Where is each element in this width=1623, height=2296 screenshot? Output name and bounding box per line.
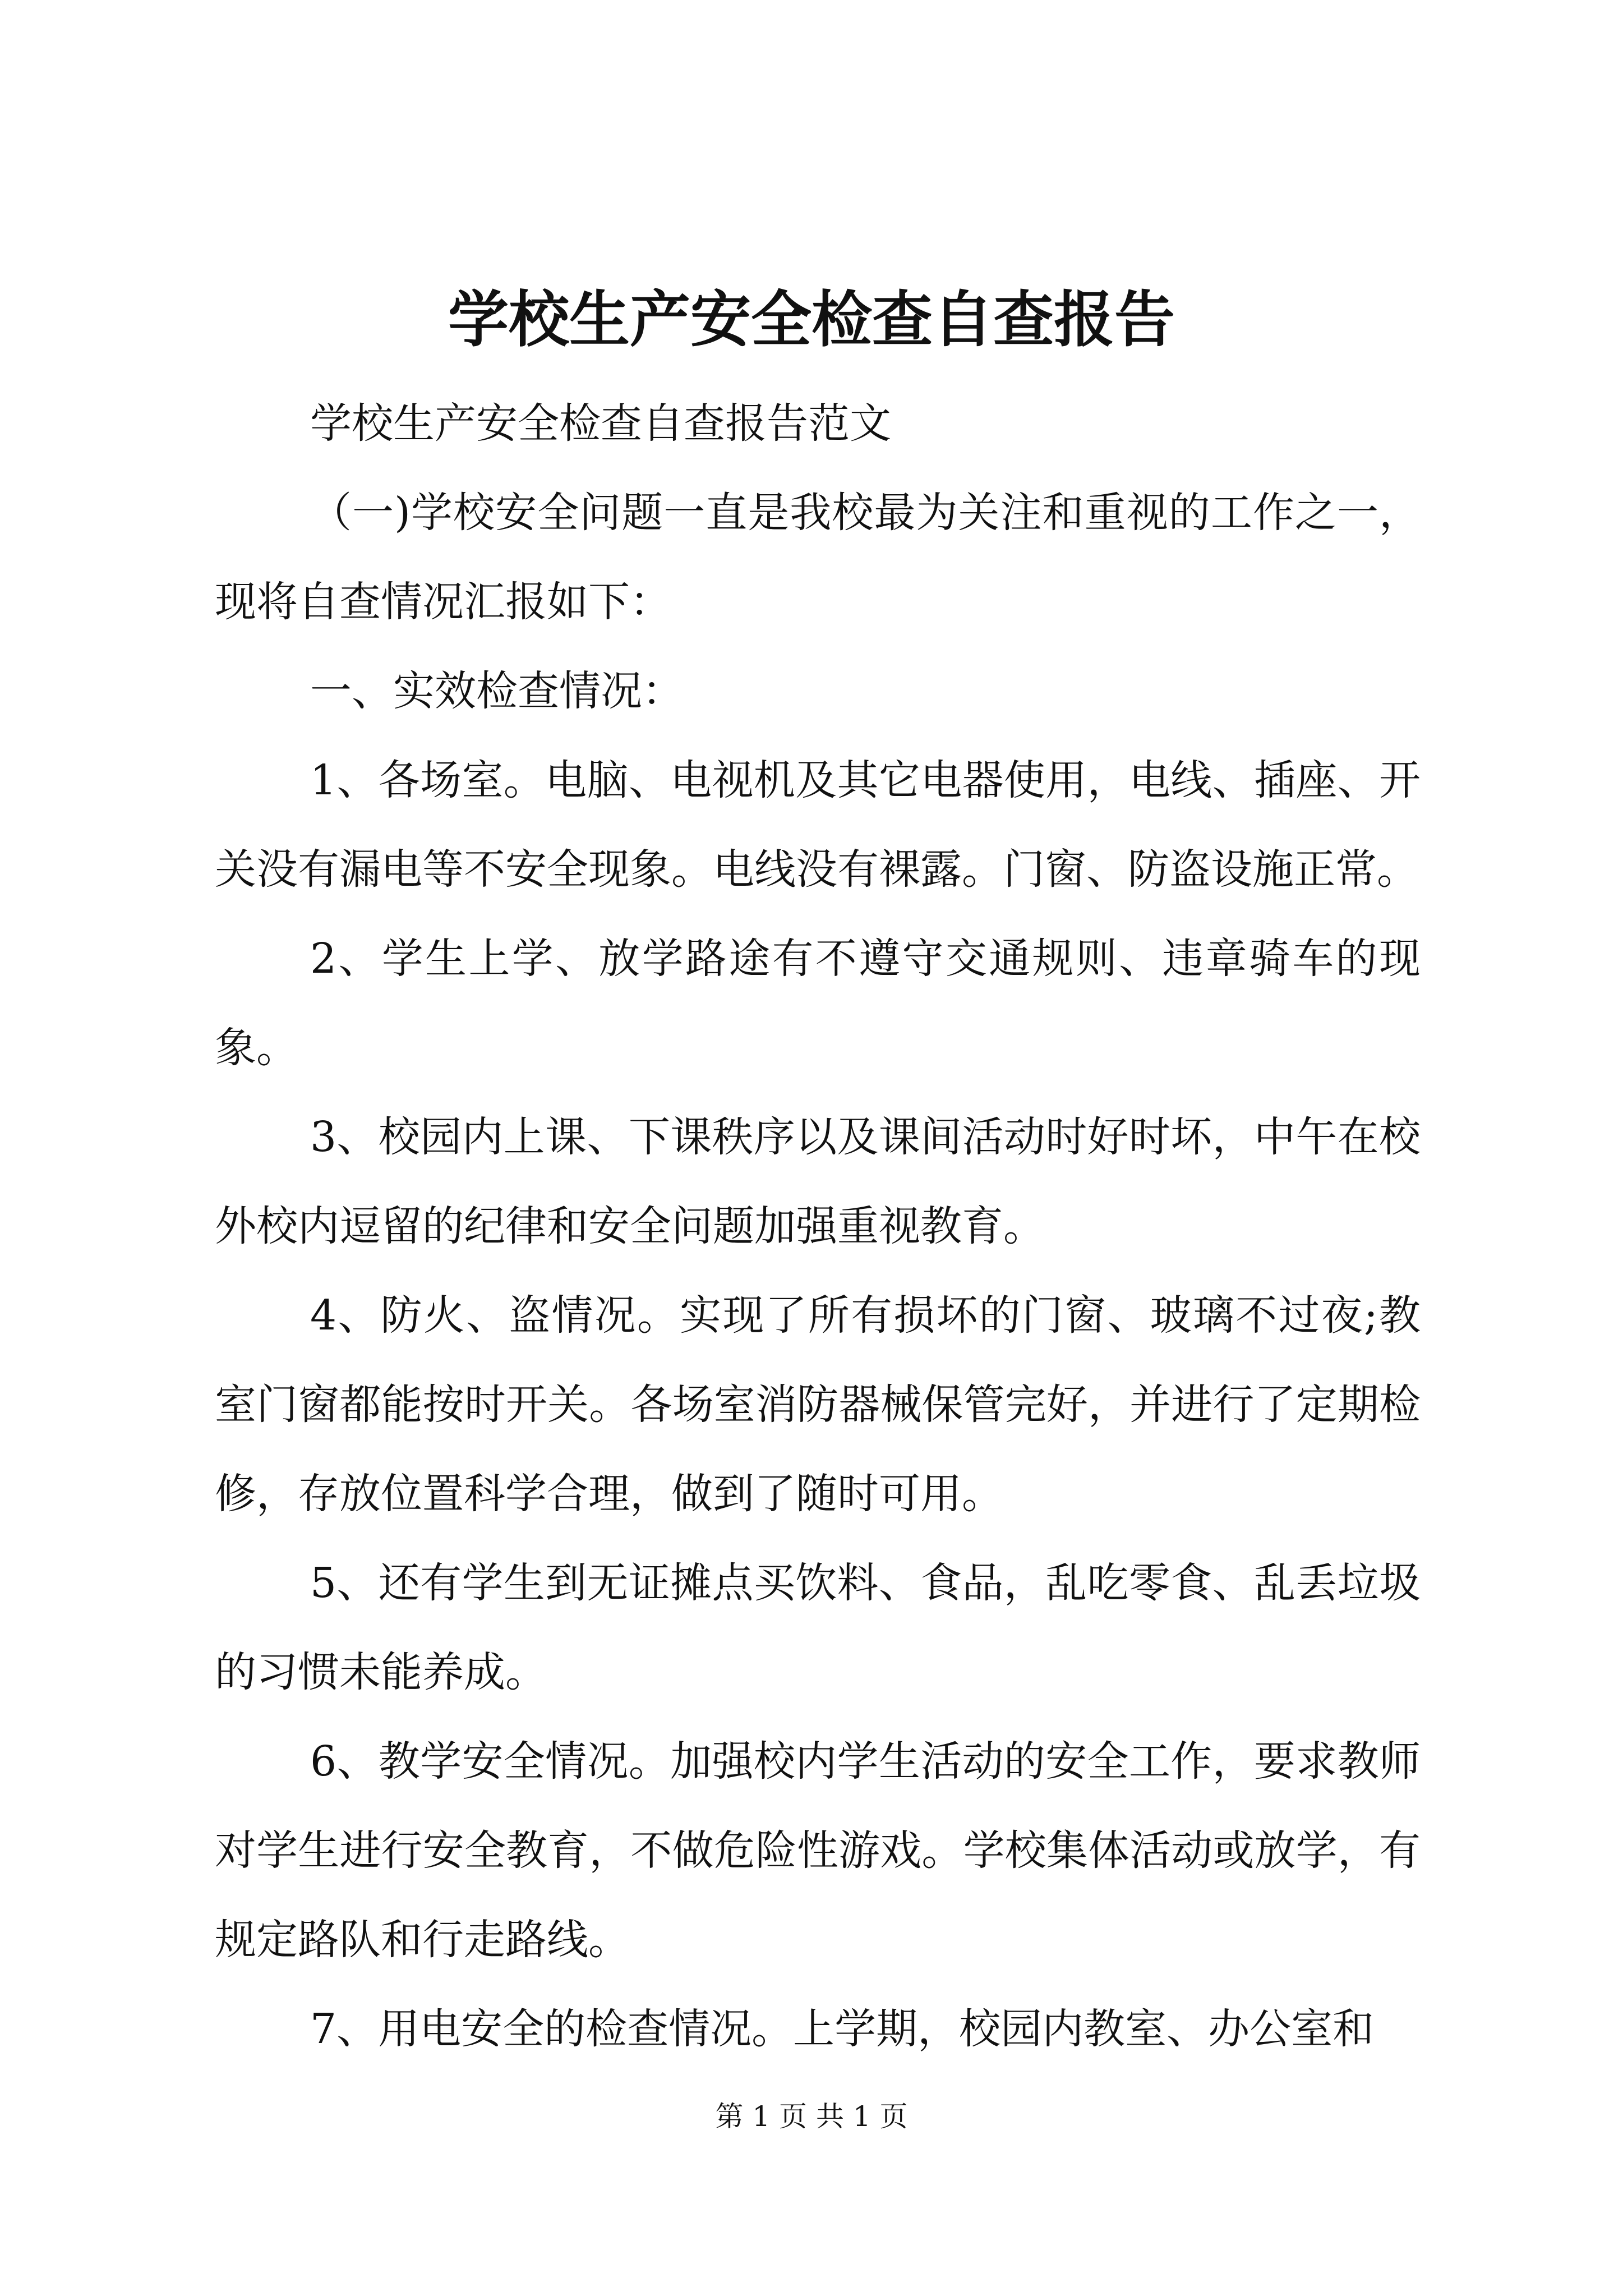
paragraph-intro: （一)学校安全问题一直是我校最为关注和重视的工作之一，现将自查情况汇报如下： [215,489,1421,626]
page-footer: 第 1 页 共 1 页 [715,2100,908,2133]
paragraph-item-7: 7、用电安全的检查情况。上学期，校园内教室、办公室和 [310,2005,1375,2053]
paragraph-item-6: 6、教学安全情况。加强校内学生活动的安全工作，要求教师对学生进行安全教育，不做危险性游戏。学校集体活动或放学，有规定路队和行走路线。 [215,1737,1421,1964]
paragraph-item-1: 1、各场室。电脑、电视机及其它电器使用，电线、插座、开关没有漏电等不安全现象。电线没有裸露。门窗、防盗设施正常。 [215,756,1421,894]
document-body [215,379,1421,2074]
paragraph-item-5: 5、还有学生到无证摊点买饮料、食品，乱吃零食、乱丢垃圾的习惯未能养成。 [215,1559,1421,1696]
section-heading: 一、实效检查情况： [310,667,684,715]
paragraph-item-4: 4、防火、盗情况。实现了所有损坏的门窗、玻璃不过夜;教室门窗都能按时开关。各场室消防器械保管完好，并进行了定期检修，存放位置科学合理，做到了随时可用。 [215,1291,1421,1518]
document-title: 学校生产安全检查自查报告 [448,284,1175,355]
paragraph-subtitle: 学校生产安全检查自查报告范文 [310,399,891,448]
paragraph-item-3: 3、校园内上课、下课秩序以及课间活动时好时坏，中午在校外校内逗留的纪律和安全问题加强重视教育。 [215,1113,1421,1250]
paragraph-item-2: 2、学生上学、放学路途有不遵守交通规则、违章骑车的现象。 [215,935,1421,1072]
